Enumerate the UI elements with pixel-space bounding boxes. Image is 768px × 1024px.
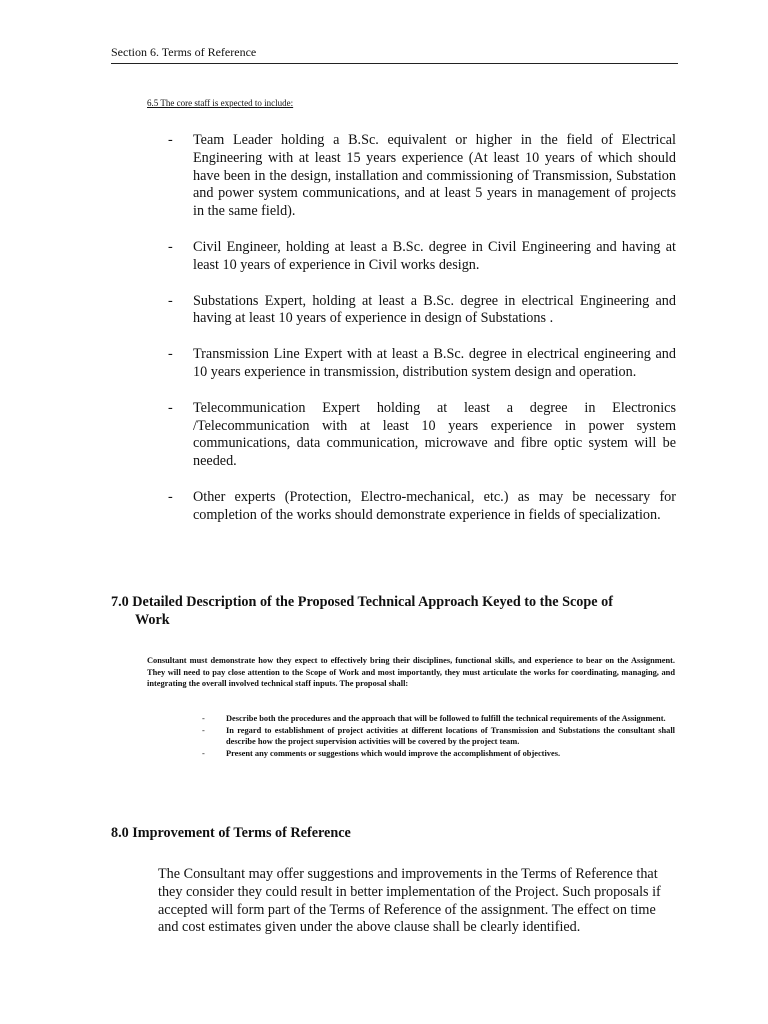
list-item bbox=[168, 400, 676, 471]
section-7-list bbox=[202, 713, 675, 759]
list-item bbox=[202, 725, 675, 748]
bullet-dash: - bbox=[168, 238, 173, 255]
list-item bbox=[168, 293, 676, 329]
list-item bbox=[168, 489, 676, 525]
list-item bbox=[168, 346, 676, 382]
list-item bbox=[202, 748, 675, 760]
bullet-dash: - bbox=[202, 714, 205, 723]
section-7-paragraph: Consultant must demonstrate how they expect to effectively bring their disciplines, functional skills, and experience to bear on the Assignment. They will need to pay close attention to the Scope of Work and most importantly, they must articulate the works for coordinating, managing, and integrating the overall involved technical staff inputs. The proposal shall: bbox=[147, 656, 675, 689]
list-item-text: Transmission Line Expert with at least a B.Sc. degree in electrical engineering and 10 years experience in transmission, distribution system design and operation. bbox=[193, 346, 676, 380]
list-item-text: Team Leader holding a B.Sc. equivalent or higher in the field of Electrical Engineering with at least 15 years experience (At least 10 years of which should have been in the design, installation and commissioning of Transmission, Substation and power system communications, and at least 5 years in management of projects in the same field). bbox=[193, 132, 676, 220]
bullet-dash: - bbox=[202, 748, 205, 758]
list-item bbox=[168, 239, 676, 275]
page-header-title: Section 6. Terms of Reference bbox=[111, 45, 257, 59]
section-8-paragraph: The Consultant may offer suggestions and improvements in the Terms of Reference that they consider they could result in better implementation of the Project. Such proposals if accepted will form part of the Terms of Reference of the assignment. The effect on time and cost estimates given under the above clause shall be clearly identified. bbox=[158, 866, 661, 936]
bullet-dash: - bbox=[168, 346, 173, 363]
list-item-text: In regard to establishment of project activities at different locations of Transmission and Substations the consultant shall describe how the project supervision activities will be covered by the project team. bbox=[226, 725, 675, 747]
list-item-text: Describe both the procedures and the approach that will be followed to fulfill the technical requirements of the Assignment. bbox=[226, 714, 666, 723]
list-item bbox=[168, 132, 676, 221]
bullet-dash: - bbox=[202, 725, 205, 735]
header-divider bbox=[111, 63, 678, 64]
bullet-dash: - bbox=[168, 399, 173, 416]
list-item-text: Civil Engineer, holding at least a B.Sc. degree in Civil Engineering and having at least 10 years of experience in Civil works design. bbox=[193, 238, 676, 273]
bullet-dash: - bbox=[168, 292, 173, 309]
core-staff-heading: 6.5 The core staff is expected to include: bbox=[147, 98, 294, 108]
list-item-text: Present any comments or suggestions which would improve the accomplishment of objectives. bbox=[226, 748, 561, 758]
bullet-dash: - bbox=[168, 132, 173, 148]
list-item-text: Telecommunication Expert holding at least a degree in Electronics /Telecommunication with at least 10 years experience in power system communications, data communication, microwave and fibre optic system will be needed. bbox=[193, 399, 676, 470]
section-7-heading: 7.0 Detailed Description of the Proposed Technical Approach Keyed to the Scope of bbox=[111, 594, 613, 610]
list-item bbox=[202, 713, 675, 725]
section-8-heading: 8.0 Improvement of Terms of Reference bbox=[111, 825, 351, 841]
core-staff-list bbox=[168, 132, 676, 543]
section-7-heading-continued: Work bbox=[135, 612, 170, 628]
list-item-text: Other experts (Protection, Electro-mechanical, etc.) as may be necessary for completion of the works should demonstrate experience in fields of specialization. bbox=[193, 488, 676, 523]
list-item-text: Substations Expert, holding at least a B.Sc. degree in electrical Engineering and having at least 10 years of experience in design of Substations . bbox=[193, 292, 676, 327]
bullet-dash: - bbox=[168, 488, 173, 505]
